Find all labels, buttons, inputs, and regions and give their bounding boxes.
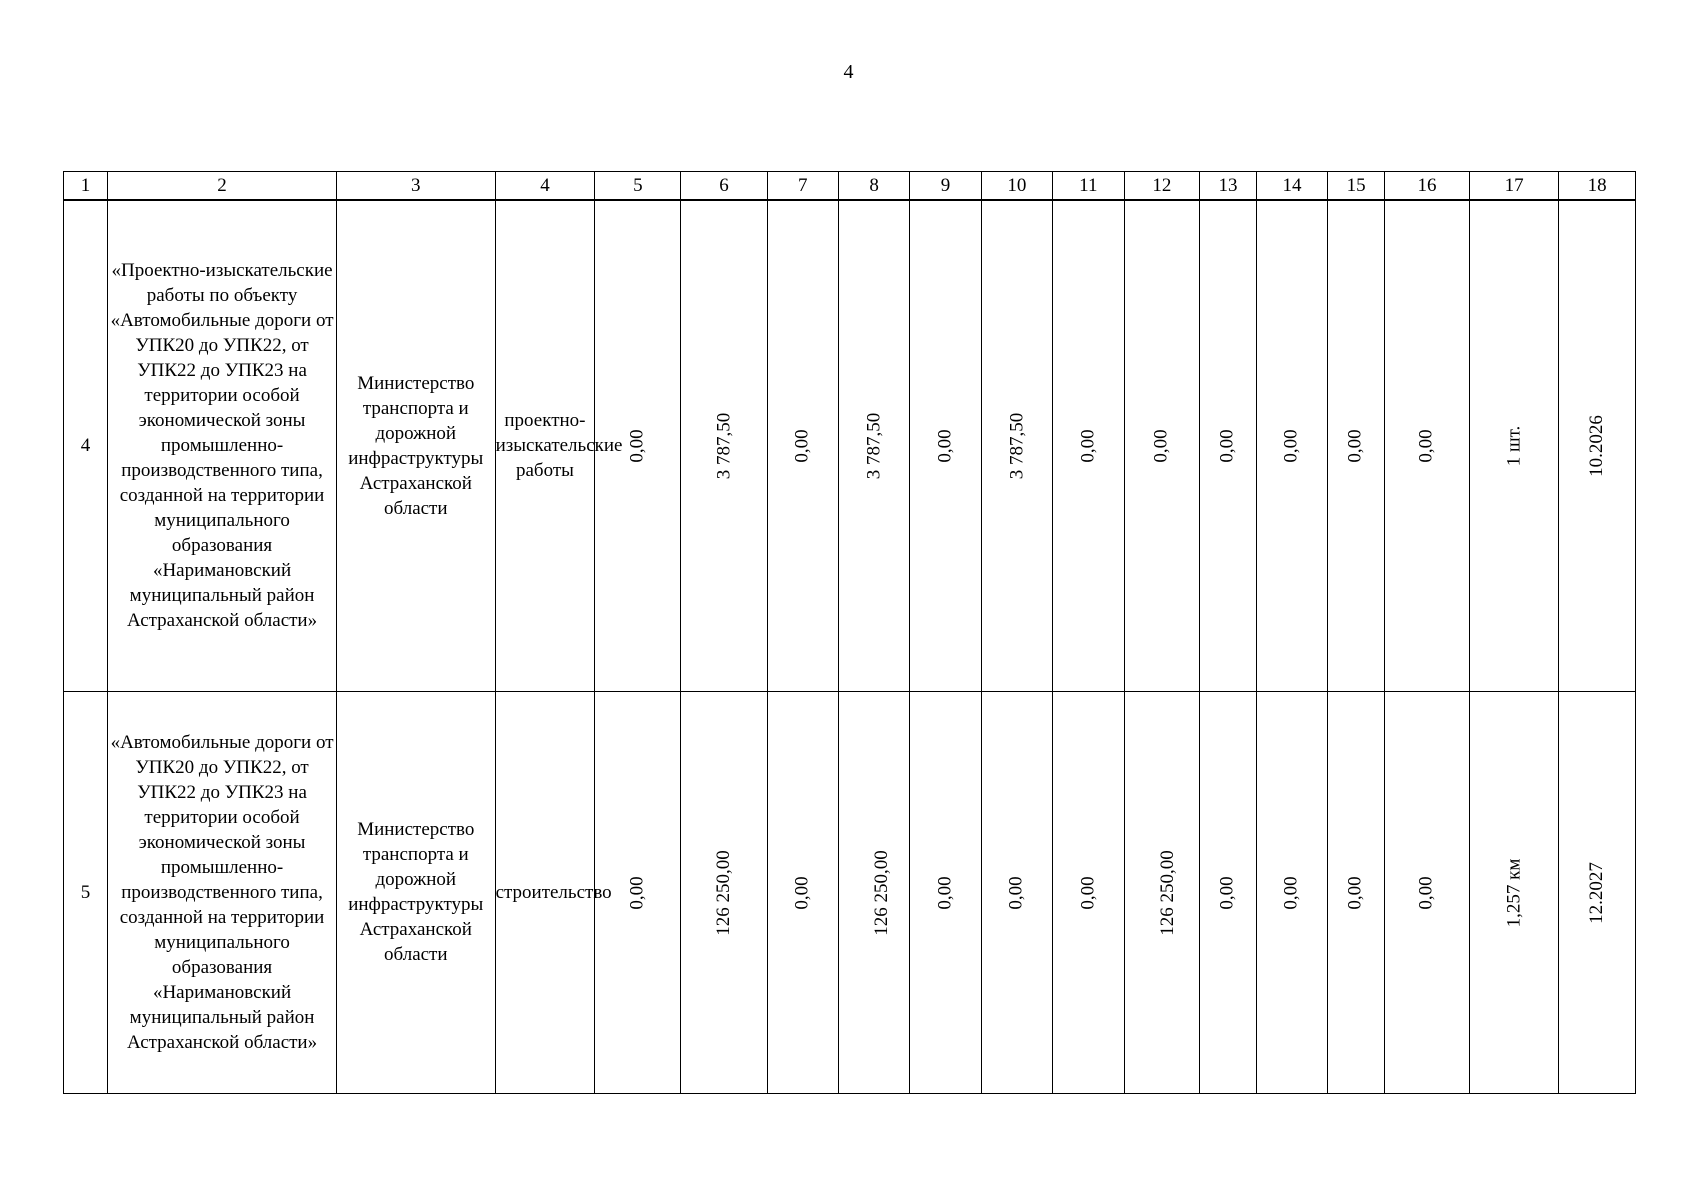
column-header: 3: [337, 172, 496, 201]
value-text: 3 787,50: [1005, 413, 1027, 480]
value-text: 0,00: [1415, 429, 1437, 463]
value-cell: [1328, 200, 1385, 691]
value-cell: [1256, 200, 1327, 691]
value-cell: [1384, 691, 1469, 1093]
work-type: строительство: [495, 691, 595, 1093]
value-text: 126 250,00: [1156, 850, 1178, 936]
column-header: 15: [1328, 172, 1385, 201]
value-cell: [910, 691, 981, 1093]
value-cell: [767, 200, 838, 691]
object-name: «Автомобильные дороги от УПК20 до УПК22, от УПК22 до УПК23 на территории особой экономической зоны промышленно-производственного типа, созданной на территории муниципального образования «Наримановский муниципальный район Астраханской области»: [108, 691, 337, 1093]
value-text: 0,00: [1345, 429, 1367, 463]
column-header: 9: [910, 172, 981, 201]
deadline-cell: [1559, 200, 1636, 691]
value-text: 0,00: [626, 876, 648, 910]
capacity-cell: [1469, 691, 1558, 1093]
responsible-org: Министерство транспорта и дорожной инфраструктуры Астраханской области: [337, 200, 496, 691]
column-header: 1: [64, 172, 108, 201]
value-text: 0,00: [1077, 876, 1099, 910]
table-row: [64, 200, 1636, 691]
value-cell: [981, 691, 1052, 1093]
value-cell: [1256, 691, 1327, 1093]
value-text: 0,00: [1077, 429, 1099, 463]
value-cell: [1384, 200, 1469, 691]
work-type: проектно-изыскательские работы: [495, 200, 595, 691]
column-header: 12: [1124, 172, 1200, 201]
value-cell: [1053, 691, 1124, 1093]
value-text: 0,00: [791, 429, 813, 463]
deadline-text: 10.2026: [1586, 415, 1608, 478]
row-number: 4: [64, 200, 108, 691]
responsible-org: Министерство транспорта и дорожной инфраструктуры Астраханской области: [337, 691, 496, 1093]
value-text: 0,00: [791, 876, 813, 910]
header-row: [64, 172, 1636, 201]
column-header: 10: [981, 172, 1052, 201]
column-header: 14: [1256, 172, 1327, 201]
row-number: 5: [64, 691, 108, 1093]
value-text: 0,00: [1345, 876, 1367, 910]
column-header: 4: [495, 172, 595, 201]
column-header: 8: [838, 172, 909, 201]
column-header: 18: [1559, 172, 1636, 201]
value-cell: [838, 691, 909, 1093]
column-header: 7: [767, 172, 838, 201]
value-cell: [981, 200, 1052, 691]
value-text: 0,00: [1150, 429, 1172, 463]
value-text: 0,00: [1281, 429, 1303, 463]
value-text: 0,00: [1216, 876, 1238, 910]
value-text: 0,00: [934, 429, 956, 463]
value-cell: [767, 691, 838, 1093]
capacity-cell: [1469, 200, 1558, 691]
value-cell: [681, 691, 767, 1093]
value-cell: [681, 200, 767, 691]
column-header: 13: [1200, 172, 1257, 201]
value-cell: [1200, 691, 1257, 1093]
value-text: 0,00: [1216, 429, 1238, 463]
column-header: 16: [1384, 172, 1469, 201]
value-cell: [1124, 691, 1200, 1093]
column-header: 2: [108, 172, 337, 201]
capacity-text: 1 шт.: [1503, 426, 1525, 467]
investment-table: [63, 171, 1636, 1094]
value-cell: [1124, 200, 1200, 691]
deadline-cell: [1559, 691, 1636, 1093]
column-header: 6: [681, 172, 767, 201]
deadline-text: 12.2027: [1586, 861, 1608, 924]
value-text: 3 787,50: [712, 413, 734, 480]
table-row: [64, 691, 1636, 1093]
column-header: 11: [1053, 172, 1124, 201]
page-number: 4: [843, 61, 854, 83]
value-text: 126 250,00: [713, 850, 735, 936]
value-text: 0,00: [1415, 876, 1437, 910]
value-text: 0,00: [626, 429, 648, 463]
value-cell: [910, 200, 981, 691]
value-text: 0,00: [1005, 876, 1027, 910]
capacity-text: 1,257 км: [1503, 858, 1525, 928]
value-text: 0,00: [934, 876, 956, 910]
value-cell: [1328, 691, 1385, 1093]
column-header: 17: [1469, 172, 1558, 201]
value-cell: [1053, 200, 1124, 691]
value-text: 126 250,00: [870, 850, 892, 936]
value-text: 0,00: [1281, 876, 1303, 910]
column-header: 5: [595, 172, 681, 201]
object-name: «Проектно-изыскательские работы по объекту «Автомобильные дороги от УПК20 до УПК22, от УПК22 до УПК23 на территории особой экономической зоны промышленно-производственного типа, созданной на территории муниципального образования «Наримановский муниципальный район Астраханской области»: [108, 200, 337, 691]
value-cell: [1200, 200, 1257, 691]
value-cell: [838, 200, 909, 691]
value-text: 3 787,50: [863, 413, 885, 480]
